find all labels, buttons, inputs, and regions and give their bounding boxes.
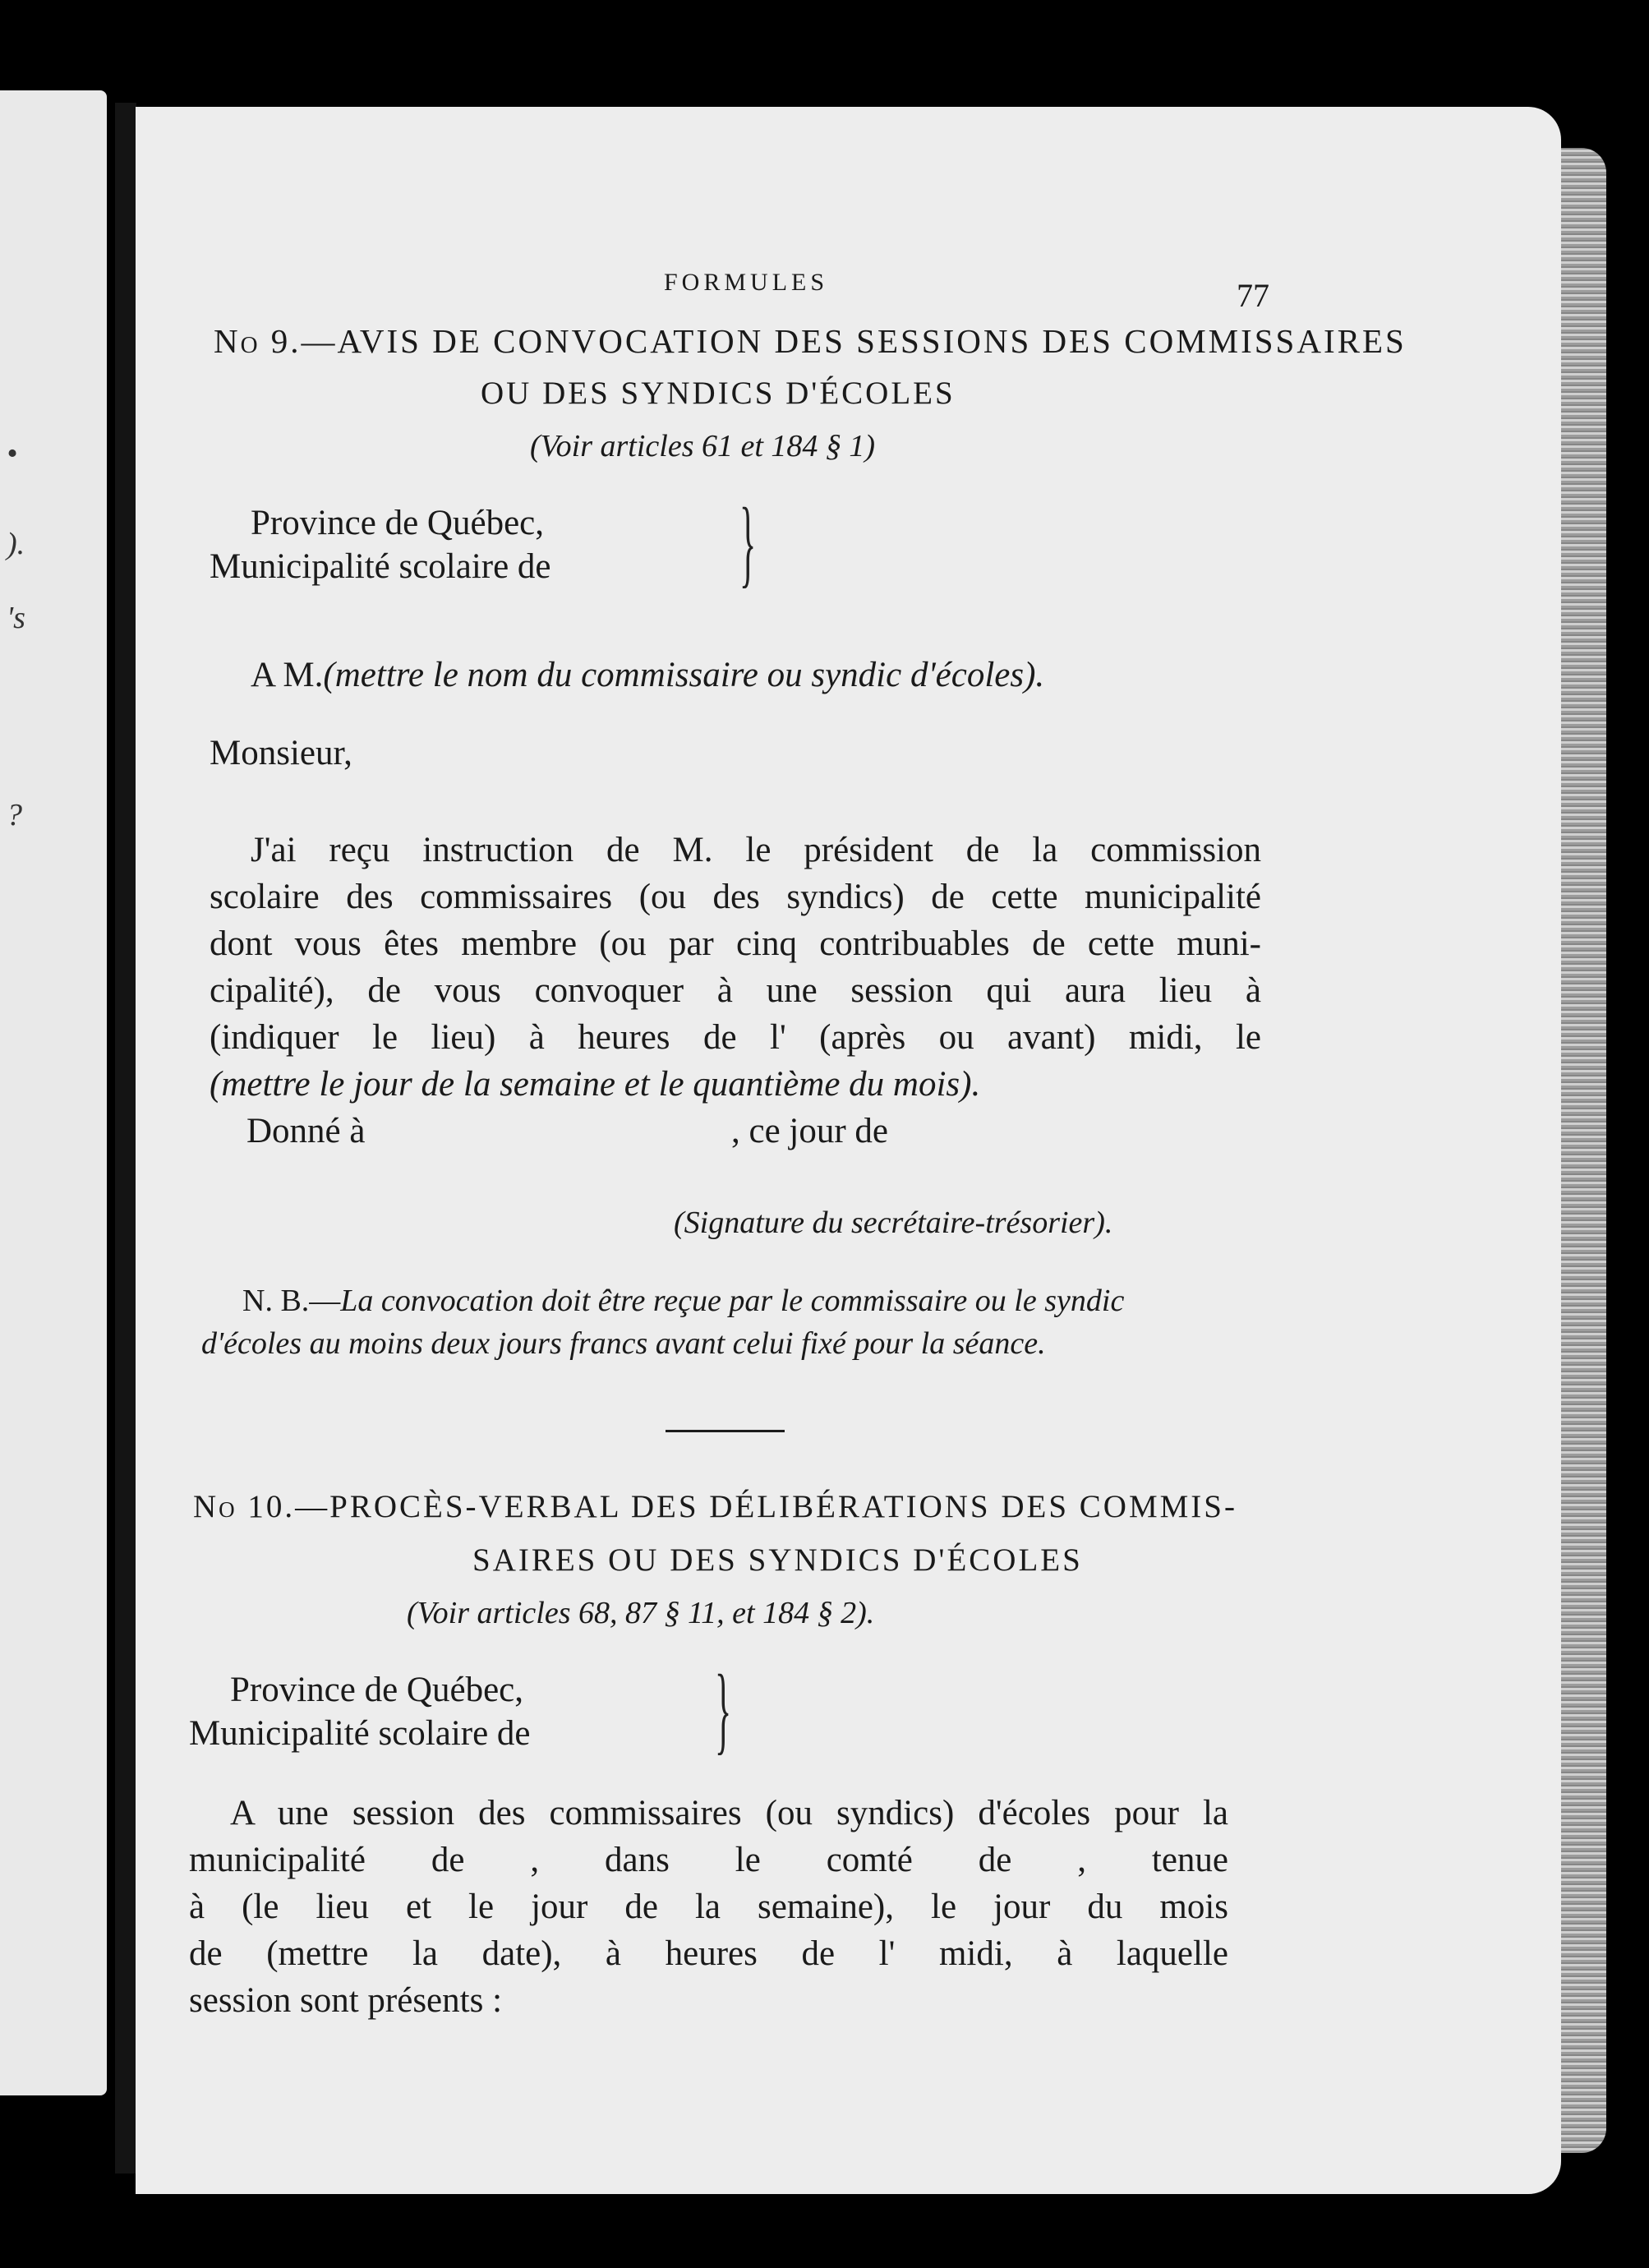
left-page [0,90,107,2095]
form10-municipality: Municipalité scolaire de [189,1714,531,1753]
form10-body-line: à (le lieu et le jour de la semaine), le jour du mois [189,1888,1228,1926]
form9-body-line: scolaire des commissaires (ou des syndics) de cette municipalité [210,878,1261,916]
form9-signature: (Signature du secrétaire-trésorier). [674,1205,1113,1240]
left-margin-mark: ). [7,527,25,561]
form9-nb-line1 [242,1282,1124,1321]
form10-body-line: municipalité de , dans le comté de , tenue [189,1841,1228,1879]
form9-title-line2: OU DES SYNDICS D'ÉCOLES [481,376,956,411]
form9-title-line1: No 9.—AVIS DE CONVOCATION DES SESSIONS DES COMMISSAIRES [214,322,1407,360]
form10-title-line1: No 10.—PROCÈS-VERBAL DES DÉLIBÉRATIONS DES COMMIS- [193,1489,1237,1524]
form9-province: Province de Québec, [251,504,544,542]
form9-body-line: (indiquer le lieu) à heures de l' (après ou avant) midi, le [210,1018,1261,1057]
form9-address [251,653,1044,698]
form9-reference: (Voir articles 61 et 184 § 1) [530,429,876,463]
form9-brace: } [739,487,757,597]
left-margin-mark: 's [7,601,25,635]
form9-nb-line2: d'écoles au moins deux jours francs avant celui fixé pour la séance. [201,1326,1046,1361]
form10-province: Province de Québec, [230,1671,523,1709]
form9-nb-text: La convocation doit être reçue par le commissaire ou le syndic [340,1284,1125,1318]
form9-body-line: cipalité), de vous convoquer à une session qui aura lieu à [210,971,1261,1010]
form9-municipality: Municipalité scolaire de [210,547,551,586]
form10-body-line: session sont présents : [189,1981,503,2020]
form9-given-day: , ce jour de [731,1112,889,1150]
form9-body-line: dont vous êtes membre (ou par cinq contribuables de cette muni- [210,924,1261,963]
book-binding [115,103,136,2174]
form9-given-at: Donné à [246,1112,366,1150]
form9-nb-prefix: N. B.— [242,1284,341,1318]
form9-body-line: (mettre le jour de la semaine et le quantième du mois). [210,1065,981,1104]
form9-address-prefix: A M. [251,656,324,694]
section-divider [666,1430,785,1432]
form9-address-instruction: (mettre le nom du commissaire ou syndic d'écoles). [323,656,1045,694]
left-margin-dot: • [7,436,18,471]
page-number: 77 [1237,277,1269,314]
book-page [136,107,1561,2194]
form10-title-line2: SAIRES OU DES SYNDICS D'ÉCOLES [472,1542,1083,1578]
form10-brace: } [715,1654,732,1763]
form10-body-line: A une session des commissaires (ou syndics) d'écoles pour la [230,1794,1228,1832]
form10-body-line: de (mettre la date), à heures de l' midi, à laquelle [189,1934,1228,1973]
form9-salutation: Monsieur, [210,734,352,772]
left-margin-mark: ? [7,798,22,832]
form9-body-line: J'ai reçu instruction de M. le président de la commission [251,831,1261,869]
form10-reference: (Voir articles 68, 87 § 11, et 184 § 2). [407,1596,875,1630]
running-title: FORMULES [664,269,829,296]
